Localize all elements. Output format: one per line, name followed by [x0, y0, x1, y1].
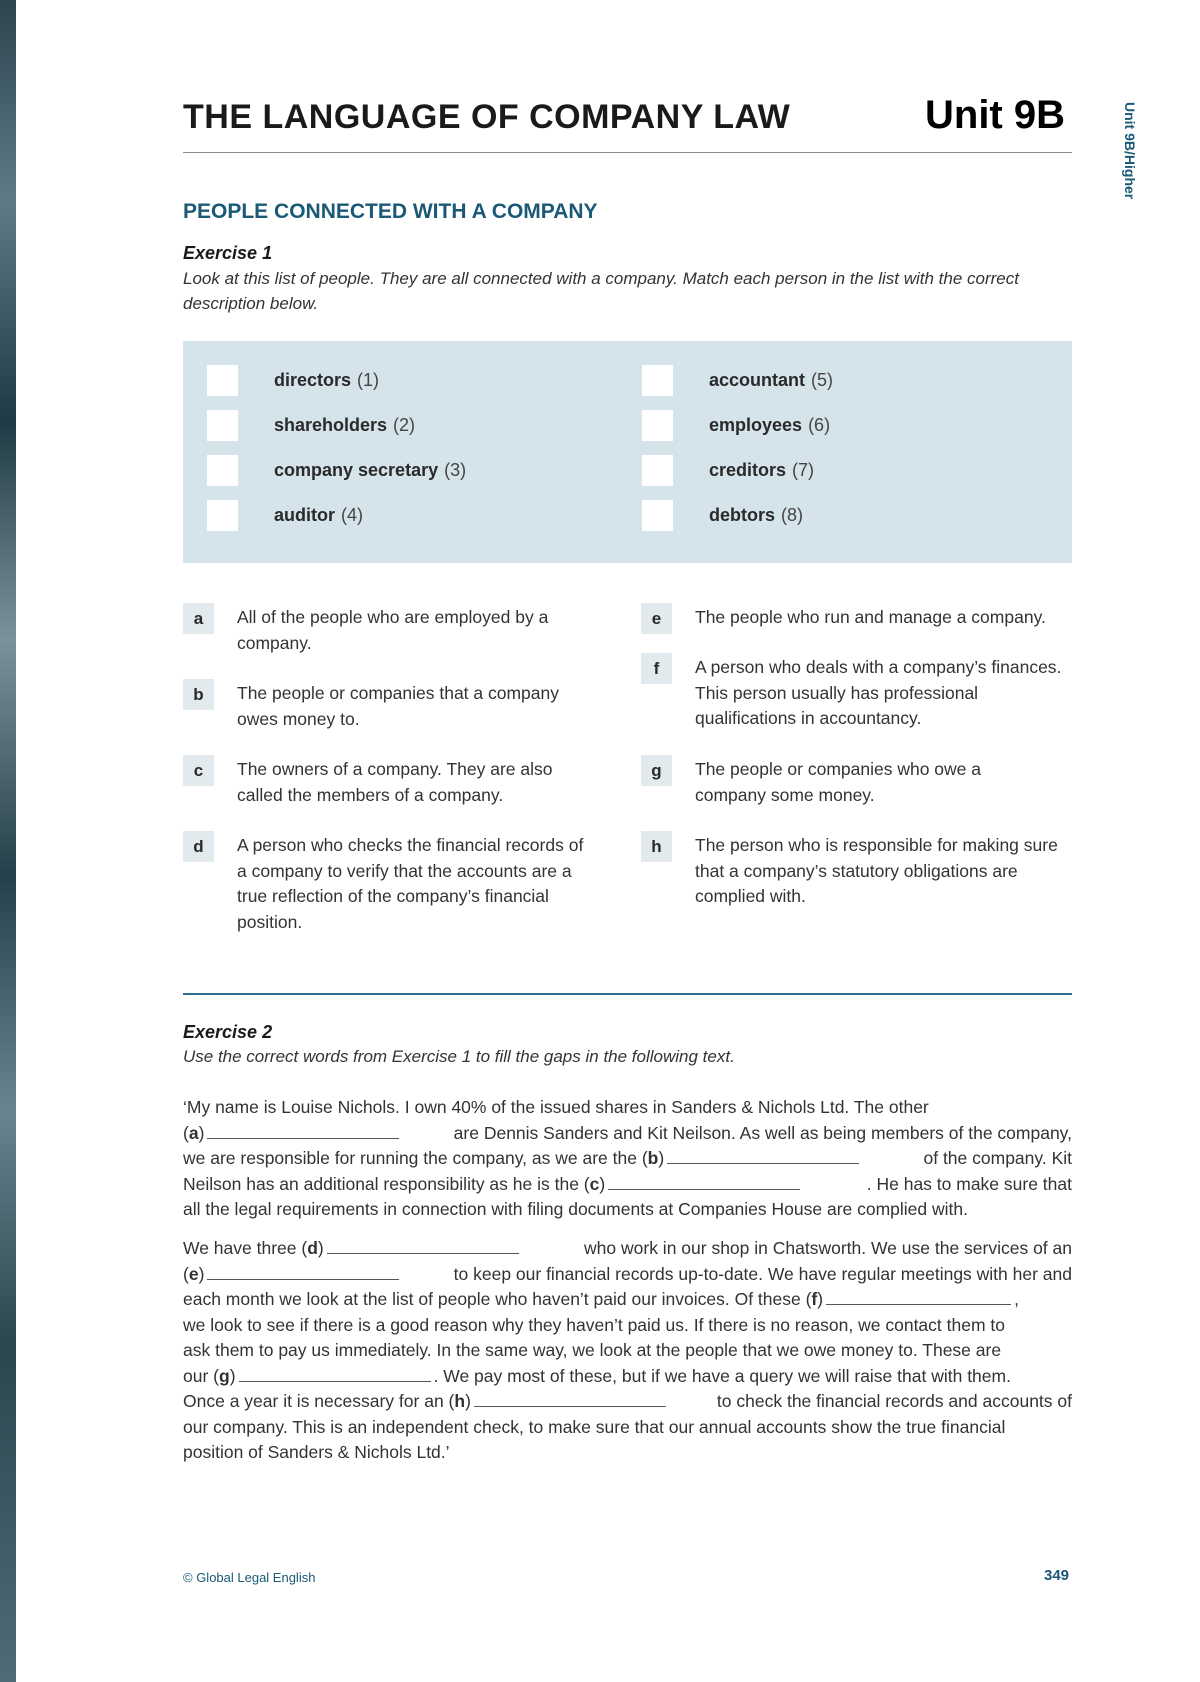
- person-item: [642, 364, 833, 396]
- person-item: [207, 454, 466, 486]
- text-segment: ask them to pay us immediately. In the same way, we look at the people that we owe money to. These are: [183, 1340, 1002, 1360]
- text-line: [183, 1121, 1072, 1147]
- description-item: [183, 679, 593, 732]
- person-item: [642, 409, 830, 441]
- section-title: PEOPLE CONNECTED WITH A COMPANY: [183, 200, 598, 223]
- page-title: THE LANGUAGE OF COMPANY LAW: [183, 98, 791, 136]
- person-item: [207, 364, 379, 396]
- gap-label: (e): [183, 1262, 402, 1288]
- text-line: [183, 1262, 1072, 1288]
- description-item: [641, 603, 1081, 634]
- person-number: (5): [811, 369, 834, 390]
- person-number: (8): [781, 504, 804, 525]
- gap-label: each month we look at the list of people who haven’t paid our invoices. Of these (f) ,: [183, 1289, 1019, 1309]
- text-segment: are Dennis Sanders and Kit Neilson. As well as being members of the company,: [453, 1122, 1072, 1143]
- gap-label: we are responsible for running the company, as we are the (b): [183, 1146, 862, 1172]
- description-text: All of the people who are employed by a company.: [237, 607, 549, 653]
- answer-gap-c[interactable]: [608, 1173, 800, 1190]
- person-name: directors: [274, 369, 352, 390]
- gap-label: We have three (d): [183, 1236, 522, 1262]
- exercise2-paragraph-2: [183, 1236, 1072, 1466]
- text-segment: of the company. Kit: [923, 1148, 1072, 1168]
- text-line: [183, 1338, 1072, 1364]
- text-segment: to keep our financial records up-to-date. We have regular meetings with her and: [453, 1263, 1072, 1284]
- description-text: A person who deals with a company’s finances. This person usually has professional qualifications in accountancy.: [695, 657, 1062, 728]
- text-segment: ‘My name is Louise Nichols. I own 40% of the issued shares in Sanders & Nichols Ltd. The other: [183, 1097, 929, 1117]
- person-name: creditors: [709, 459, 787, 480]
- answer-box[interactable]: [207, 455, 238, 486]
- text-line: [183, 1197, 1072, 1223]
- answer-gap-h[interactable]: [474, 1390, 666, 1407]
- person-number: (4): [341, 504, 363, 525]
- description-letter: d: [183, 831, 214, 862]
- page-number: 349: [1044, 1567, 1070, 1584]
- gap-label: Neilson has an additional responsibility as he is the (c): [183, 1172, 803, 1198]
- description-text: The people who run and manage a company.: [695, 607, 1046, 627]
- answer-gap-e[interactable]: [207, 1263, 399, 1280]
- text-line: [183, 1146, 1072, 1172]
- text-line: [183, 1415, 1072, 1441]
- person-number: (1): [357, 369, 380, 390]
- header-divider: [183, 152, 1072, 153]
- exercise2-heading: Exercise 2: [183, 1022, 273, 1042]
- text-segment: position of Sanders & Nichols Ltd.’: [183, 1442, 450, 1462]
- text-line: [183, 1313, 1072, 1339]
- text-segment: . We pay most of these, but if we have a query we will raise that with them.: [433, 1365, 1011, 1386]
- footer-copyright: © Global Legal English: [183, 1570, 316, 1585]
- text-line: [183, 1440, 1072, 1466]
- description-item: [641, 653, 1081, 732]
- text-line: [183, 1172, 1072, 1198]
- description-letter: b: [183, 679, 214, 710]
- person-number: (2): [393, 414, 416, 435]
- text-segment: all the legal requirements in connection with filing documents at Companies House are complied with.: [183, 1199, 968, 1219]
- person-name: accountant: [709, 369, 806, 390]
- description-text: A person who checks the financial records of a company to verify that the accounts are a true reflection of the company’s financial position.: [237, 835, 584, 932]
- text-segment: to check the financial records and accounts of: [716, 1391, 1072, 1411]
- person-item: [207, 409, 415, 441]
- description-letter: c: [183, 755, 214, 786]
- person-name: employees: [709, 414, 803, 435]
- answer-box[interactable]: [207, 500, 238, 531]
- text-segment: . He has to make sure that: [866, 1173, 1072, 1194]
- text-segment: ,: [1014, 1289, 1019, 1309]
- answer-box[interactable]: [642, 455, 673, 486]
- text-line: [183, 1389, 1072, 1415]
- description-letter: e: [641, 603, 672, 634]
- exercise1-heading: Exercise 1: [183, 243, 273, 263]
- answer-box[interactable]: [207, 365, 238, 396]
- answer-box[interactable]: [642, 365, 673, 396]
- description-text: The owners of a company. They are also called the members of a company.: [237, 759, 553, 805]
- person-name: auditor: [274, 504, 335, 525]
- answer-gap-g[interactable]: [239, 1365, 431, 1382]
- gap-label: Once a year it is necessary for an (h): [183, 1389, 669, 1415]
- gap-label: (a): [183, 1121, 402, 1147]
- side-unit-label: Unit 9B/Higher: [1122, 102, 1138, 200]
- section-divider: [183, 993, 1072, 995]
- unit-label: Unit 9B: [925, 93, 1065, 137]
- description-letter: h: [641, 831, 672, 862]
- answer-gap-f[interactable]: [826, 1288, 1011, 1305]
- text-segment: who work in our shop in Chatsworth. We use the services of an: [584, 1238, 1072, 1258]
- answer-box[interactable]: [207, 410, 238, 441]
- people-list-box: [183, 341, 1072, 563]
- person-name: debtors: [709, 504, 776, 525]
- person-item: [207, 499, 363, 531]
- person-name: company secretary: [274, 459, 439, 480]
- person-name: shareholders: [274, 414, 388, 435]
- gap-label: our (g) . We pay most of these, but if we have a query we will raise that with them.: [183, 1365, 1011, 1386]
- person-number: (3): [444, 459, 467, 480]
- text-segment: our company. This is an independent check, to make sure that our annual accounts show the true financial: [183, 1416, 1006, 1437]
- exercise1-instructions: Look at this list of people. They are all connected with a company. Match each person in the list with the correct description below.: [183, 269, 1019, 313]
- text-segment: we look to see if there is a good reason why they haven’t paid us. If there is no reason, we contact them to: [183, 1314, 1005, 1335]
- description-text: The person who is responsible for making sure that a company’s statutory obligations are complied with.: [695, 835, 1058, 906]
- text-line: [183, 1236, 1072, 1262]
- answer-box[interactable]: [642, 500, 673, 531]
- description-item: [183, 831, 593, 935]
- left-edge-photo-strip: [0, 0, 16, 1682]
- description-letter: a: [183, 603, 214, 634]
- description-item: [641, 755, 1081, 808]
- text-line: [183, 1364, 1072, 1390]
- text-line: [183, 1287, 1072, 1313]
- person-item: [642, 499, 803, 531]
- person-item: [642, 454, 814, 486]
- description-letter: g: [641, 755, 672, 786]
- description-item: [641, 831, 1081, 910]
- exercise2-instructions: Use the correct words from Exercise 1 to fill the gaps in the following text.: [183, 1047, 735, 1066]
- description-item: [183, 755, 593, 808]
- answer-gap-d[interactable]: [327, 1237, 519, 1254]
- person-number: (7): [792, 459, 815, 480]
- description-letter: f: [641, 653, 672, 684]
- answer-gap-b[interactable]: [667, 1147, 859, 1164]
- exercise2-paragraph-1: [183, 1095, 1072, 1223]
- person-number: (6): [808, 414, 831, 435]
- answer-box[interactable]: [642, 410, 673, 441]
- description-item: [183, 603, 593, 656]
- text-line: [183, 1095, 1072, 1121]
- description-text: The people or companies that a company owes money to.: [237, 683, 559, 729]
- answer-gap-a[interactable]: [207, 1122, 399, 1139]
- description-text: The people or companies who owe a company some money.: [695, 759, 982, 805]
